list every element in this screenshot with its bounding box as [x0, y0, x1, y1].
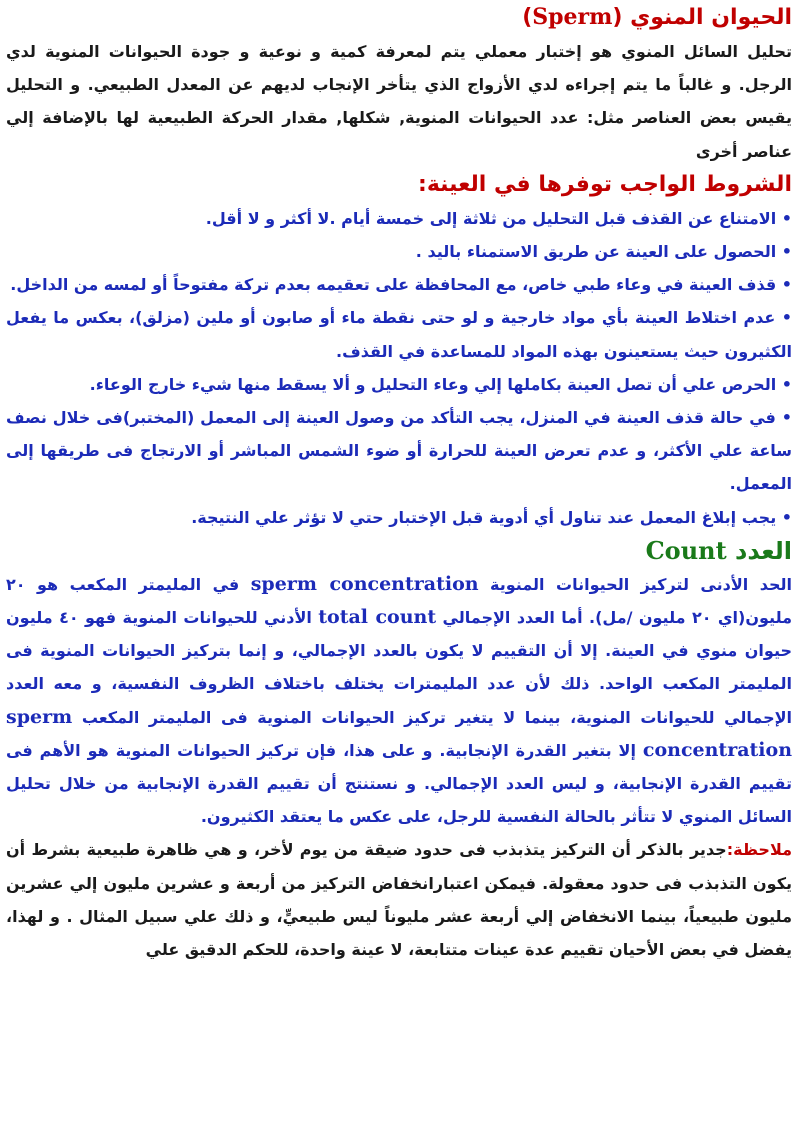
count-text-3: الأدني للحيوانات المنوية فهو ٤٠ مليون حيوان منوي في العينة. إلا أن التقييم لا يكون بالعدد الإجمالي، و إنما بتركيز الحيوانات المنوية فى المليمتر المكعب الواحد. ذلك لأن عدد المليمترات يختلف باختلاف الظروف النفسية، و معه العدد الإجمالي للحيوانات المنوية، بينما لا يتغير تركيز الحيوانات المنوية فى المليمتر المكعب — [6, 608, 792, 727]
conditions-heading: الشروط الواجب توفرها في العينة: — [418, 171, 792, 197]
list-item: • عدم اختلاط العينة بأي مواد خارجية و لو حتى نقطة ماء أو صابون أو ملين (مزلق)، بعكس ما يفعل الكثيرون حيث يستعينون بهذه المواد للمساعدة في القذف. — [6, 301, 792, 367]
page-title — [6, 0, 792, 35]
term-total-count: total count — [318, 606, 437, 629]
term-sperm-concentration: sperm concentration — [250, 572, 479, 595]
count-text-2: في المليمتر المكعب هو ٢٠ مليون(اي ٢٠ مليون /مل). أما العدد الإجمالي — [6, 574, 792, 628]
list-item: • الامتناع عن القذف قبل التحليل من ثلاثة إلى خمسة أيام .لا أكثر و لا أقل. — [6, 202, 792, 235]
list-item: • في حالة قذف العينة في المنزل، يجب التأكد من وصول العينة إلى المعمل (المختبر)فى خلال نصف ساعة علي الأكثر، و عدم تعرض العينة للحرارة أو ضوء الشمس المباشر أو الارتجاج فى طريقها إلى المعمل. — [6, 401, 792, 501]
count-heading — [6, 534, 792, 568]
count-heading-english: Count — [645, 535, 727, 565]
list-item: • الحرص علي أن تصل العينة بكاملها إلي وعاء التحليل و ألا يسقط منها شيء خارج الوعاء. — [6, 368, 792, 401]
count-text-1: الحد الأدنى لتركيز الحيوانات المنوية — [490, 574, 792, 594]
note-text: جدير بالذكر أن التركيز يتذبذب فى حدود ضيقة من يوم لأخر، و هي ظاهرة طبيعية بشرط أن يكون التذبذب فى حدود معقولة. فيمكن اعتبارانخفاض التركيز من أربعة و عشرين مليون إلي عشرين مليون طبيعياً، بينما الانخفاض إلي أربعة عشر مليوناً ليس طبيعيٍّ، و ذلك علي سبيل المثال . و لهذا، يفضل في بعض الأحيان تقييم عدة عينات متتابعة، لا عينة واحدة، للحكم الدقيق علي — [6, 840, 792, 960]
note-label: ملاحظة: — [726, 840, 792, 860]
intro-paragraph: تحليل السائل المنوي هو إختبار معملي يتم لمعرفة كمية و نوعية و جودة الحيوانات المنوية لدي الرجل. و غالباً ما يتم إجراءه لدي الأزواج الذي يتأخر الإنجاب لديهم عن المعدل الطبيعي. و التحليل يقيس بعض العناصر مثل: عدد الحيوانات المنوية, شكلها, مقدار الحركة الطبيعية لها بالإضافة إلي عناصر أخرى — [6, 42, 792, 161]
note-paragraph — [6, 833, 792, 966]
count-heading-arabic: العدد — [735, 536, 792, 565]
conditions-list — [6, 202, 792, 534]
title-arabic: الحيوان المنوي ( — [612, 5, 792, 30]
term-sperm-concentration-2: sperm concentration — [6, 705, 793, 761]
title-close-paren: ) — [522, 5, 533, 30]
list-item: • الحصول على العينة عن طريق الاستمناء باليد . — [6, 235, 792, 268]
count-paragraph — [6, 568, 792, 834]
title-english: Sperm — [532, 4, 613, 30]
count-text-4: إلا بتغير القدرة الإنجابية. و على هذا، فإن تركيز الحيوانات المنوية هو الأهم فى تقييم القدرة الإنجابية، و ليس العدد الإجمالي. و نستنتج أن تقييم القدرة الإنجابية من خلال تحليل السائل المنوي لا تتأثر بالحالة النفسية للرجل، على عكس ما يعتقد الكثيرون. — [6, 740, 792, 827]
list-item: • يجب إبلاغ المعمل عند تناول أي أدوية قبل الإختبار حتي لا تؤثر علي النتيجة. — [6, 501, 792, 534]
list-item: • قذف العينة في وعاء طبي خاص، مع المحافظة على تعقيمه بعدم تركة مفتوحاً أو لمسه من الداخل. — [6, 268, 792, 301]
